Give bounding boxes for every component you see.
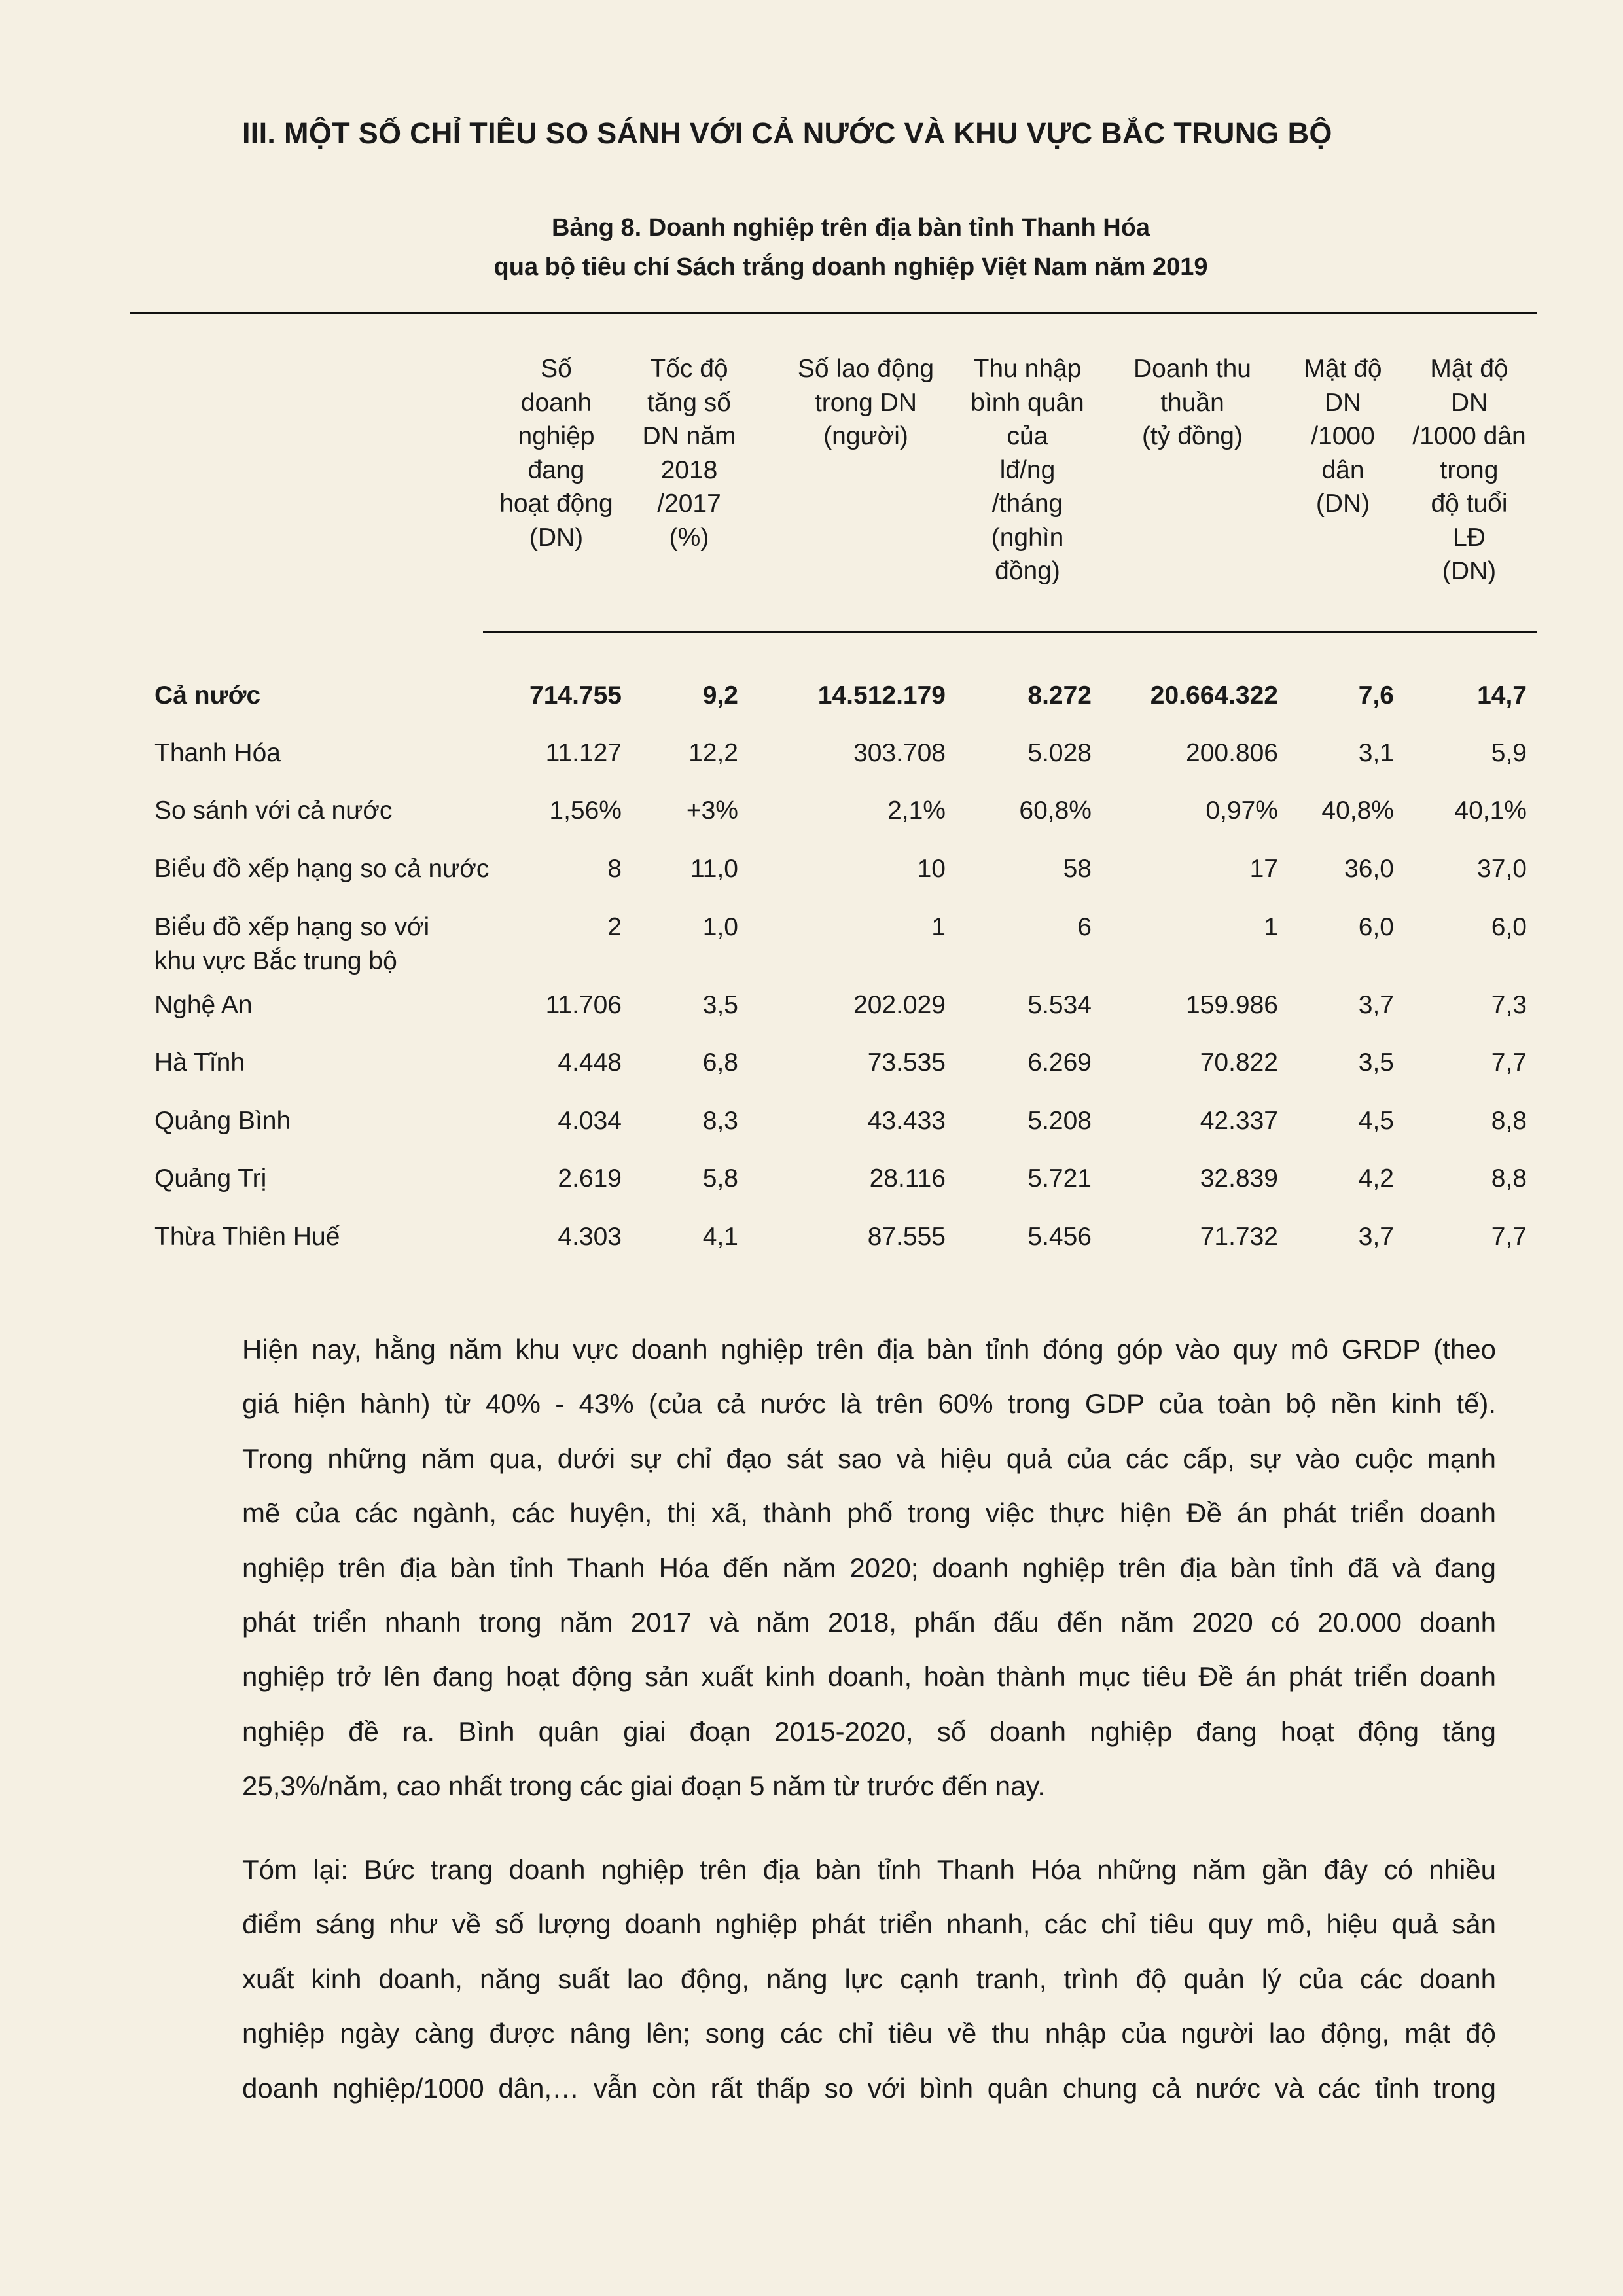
column-header: [1384, 352, 1554, 588]
table-caption-line-2: qua bộ tiêu chí Sách trắng doanh nghiệp Việt Nam năm 2019: [493, 253, 1208, 281]
table-cell: 6,0: [1491, 913, 1527, 941]
paragraph-line: xuất kinh doanh, năng suất lao động, năng lực cạnh tranh, trình độ quản lý của các doanh: [242, 1963, 1496, 1994]
column-header-line: LĐ: [1453, 523, 1486, 552]
table-cell: 58: [1063, 855, 1092, 883]
table-cell: 5,9: [1491, 739, 1527, 767]
column-header-line: của: [1007, 422, 1048, 450]
paragraph-line: nghiệp đề ra. Bình quân giai đoạn 2015-2020, số doanh nghiệp đang hoạt động tăng: [242, 1715, 1496, 1747]
table-cell: 2.619: [558, 1164, 622, 1193]
table-cell: 4.448: [558, 1049, 622, 1077]
row-label-line: Biểu đồ xếp hạng so cả nước: [154, 855, 490, 883]
row-label-line: Thanh Hóa: [154, 739, 281, 767]
table-top-rule: [130, 312, 1537, 314]
column-header-line: DN năm: [642, 422, 736, 450]
table-cell: 5.028: [1027, 739, 1092, 767]
table-cell: 1,0: [702, 913, 738, 941]
table-cell: 6,0: [1358, 913, 1394, 941]
paragraph-line: phát triển nhanh trong năm 2017 và năm 2018, phấn đấu đến năm 2020 có 20.000 doanh: [242, 1607, 1496, 1638]
row-label-line: Cả nước: [154, 681, 261, 709]
table-cell: 200.806: [1186, 739, 1278, 767]
row-label: [154, 794, 392, 828]
paragraph-line: mẽ của các ngành, các huyện, thị xã, thành phố trong việc thực hiện Đề án phát triển doanh: [242, 1498, 1496, 1529]
table-cell: 7,6: [1358, 681, 1394, 709]
paragraph-line: doanh nghiệp/1000 dân,… vẫn còn rất thấp so với bình quân chung cả nước và các tỉnh trong: [242, 2072, 1496, 2104]
column-header-line: dân: [1321, 456, 1364, 484]
row-label: [154, 1104, 291, 1138]
table-caption: [0, 208, 1623, 287]
table-cell: 32.839: [1200, 1164, 1278, 1193]
row-label-line: Quảng Bình: [154, 1107, 291, 1135]
column-header-line: Số lao động: [797, 355, 935, 383]
table-cell: 3,1: [1358, 739, 1394, 767]
row-label: [154, 1220, 340, 1254]
table-cell: 5.208: [1027, 1107, 1092, 1135]
column-header-line: Doanh thu: [1133, 355, 1251, 383]
table-cell: 14.512.179: [817, 681, 946, 709]
table-cell: 2: [607, 913, 622, 941]
table-cell: 3,5: [702, 991, 738, 1019]
table-cell: 8,8: [1491, 1107, 1527, 1135]
table-cell: 8,3: [702, 1107, 738, 1135]
table-cell: 8.272: [1027, 681, 1092, 709]
column-header: [781, 352, 951, 454]
table-cell: 3,5: [1358, 1049, 1394, 1077]
column-header-line: Tốc độ: [650, 355, 728, 383]
table-cell: 7,7: [1491, 1049, 1527, 1077]
column-header-line: trong DN: [814, 388, 918, 417]
column-header-line: Mật độ: [1304, 355, 1382, 383]
column-header-line: (người): [823, 422, 908, 450]
paragraph-line: giá hiện hành) từ 40% - 43% (của cả nước là trên 60% trong GDP của toàn bộ nền kinh tế).: [242, 1388, 1496, 1420]
table-cell: 4,1: [702, 1223, 738, 1251]
table-cell: +3%: [686, 797, 738, 825]
row-label: [154, 736, 281, 770]
table-cell: 8: [607, 855, 622, 883]
table-cell: 6.269: [1027, 1049, 1092, 1077]
column-header-line: lđ/ng: [999, 456, 1056, 484]
table-cell: 11,0: [690, 855, 738, 883]
section-title: III. MỘT SỐ CHỈ TIÊU SO SÁNH VỚI CẢ NƯỚC VÀ KHU VỰC BẮC TRUNG BỘ: [242, 117, 1332, 150]
column-header-line: (DN): [529, 523, 584, 552]
table-cell: 5,8: [702, 1164, 738, 1193]
table-cell: 3,7: [1358, 991, 1394, 1019]
column-header-line: (DN): [1442, 557, 1497, 585]
paragraph-line: nghiệp ngày càng được nâng lên; song các chỉ tiêu về thu nhập của người lao động, mật độ: [242, 2018, 1496, 2049]
row-label: [154, 1162, 266, 1196]
column-header-line: /1000 dân: [1412, 422, 1526, 450]
table-cell: 1: [931, 913, 946, 941]
table-cell: 3,7: [1358, 1223, 1394, 1251]
row-label-line: Hà Tĩnh: [154, 1049, 245, 1077]
table-cell: 28.116: [869, 1164, 946, 1193]
column-header-line: /tháng: [991, 490, 1063, 518]
table-cell: 9,2: [702, 681, 738, 709]
paragraph-line: Tóm lại: Bức trang doanh nghiệp trên địa bàn tỉnh Thanh Hóa những năm gần đây có nhiều: [242, 1854, 1496, 1885]
table-cell: 4.034: [558, 1107, 622, 1135]
column-header: [604, 352, 774, 554]
row-label: [154, 910, 429, 978]
row-label-line: Nghệ An: [154, 991, 253, 1019]
table-cell: 10: [917, 855, 946, 883]
column-header-line: 2018: [660, 456, 718, 484]
row-label-line: Biểu đồ xếp hạng so với: [154, 913, 430, 941]
paragraph-line: Hiện nay, hằng năm khu vực doanh nghiệp trên địa bàn tỉnh đóng góp vào quy mô GRDP (theo: [242, 1334, 1496, 1365]
paragraph-line: 25,3%/năm, cao nhất trong các giai đoạn 5 năm từ trước đến nay.: [242, 1770, 1046, 1802]
paragraph-line: điểm sáng như về số lượng doanh nghiệp phát triển nhanh, các chỉ tiêu quy mô, hiệu quả sản: [242, 1909, 1496, 1940]
table-cell: 71.732: [1200, 1223, 1278, 1251]
table-cell: 4.303: [558, 1223, 622, 1251]
column-header-line: DN: [1324, 388, 1362, 417]
table-cell: 36,0: [1344, 855, 1394, 883]
column-header-line: /1000: [1311, 422, 1375, 450]
table-cell: 17: [1249, 855, 1278, 883]
table-cell: 40,1%: [1454, 797, 1527, 825]
table-cell: 20.664.322: [1150, 681, 1278, 709]
table-cell: 14,7: [1477, 681, 1527, 709]
table-cell: 5.721: [1027, 1164, 1092, 1193]
column-header-line: bình quân: [971, 388, 1084, 417]
row-label-line: khu vực Bắc trung bộ: [154, 947, 397, 975]
table-cell: 7,3: [1491, 991, 1527, 1019]
paragraph: [242, 1842, 1496, 2115]
table-cell: 6: [1077, 913, 1092, 941]
table-cell: 0,97%: [1205, 797, 1278, 825]
table-cell: 1: [1264, 913, 1278, 941]
column-header: [1107, 352, 1277, 454]
table-cell: 4,2: [1358, 1164, 1394, 1193]
table-cell: 4,5: [1358, 1107, 1394, 1135]
column-header-line: Mật độ: [1430, 355, 1508, 383]
table-cell: 70.822: [1200, 1049, 1278, 1077]
table-cell: 60,8%: [1019, 797, 1092, 825]
column-header-line: DN: [1450, 388, 1488, 417]
table-cell: 303.708: [853, 739, 946, 767]
table-cell: 11.706: [545, 991, 622, 1019]
table-cell: 5.456: [1027, 1223, 1092, 1251]
column-header-line: thuần: [1160, 388, 1224, 417]
table-cell: 42.337: [1200, 1107, 1278, 1135]
column-header-line: độ tuổi: [1431, 490, 1508, 518]
column-header-line: đang: [527, 456, 585, 484]
paragraph-line: Trong những năm qua, dưới sự chỉ đạo sát sao và hiệu quả của các cấp, sự vào cuộc mạnh: [242, 1443, 1496, 1474]
column-header-line: (DN): [1315, 490, 1370, 518]
paragraph-line: nghiệp trên địa bàn tỉnh Thanh Hóa đến năm 2020; doanh nghiệp trên địa bàn tỉnh đã và đang: [242, 1552, 1496, 1583]
table-cell: 12,2: [688, 739, 738, 767]
table-cell: 5.534: [1027, 991, 1092, 1019]
row-label: [154, 679, 260, 713]
column-header-line: (%): [669, 523, 709, 552]
table-cell: 159.986: [1186, 991, 1278, 1019]
table-cell: 73.535: [867, 1049, 946, 1077]
table-cell: 1,56%: [549, 797, 622, 825]
paragraph-line: nghiệp trở lên đang hoạt động sản xuất kinh doanh, hoàn thành mục tiêu Đề án phát triển doanh: [242, 1661, 1496, 1693]
column-header-line: (nghìn: [991, 523, 1064, 552]
column-header-line: Số: [541, 355, 572, 383]
column-header-line: trong: [1440, 456, 1499, 484]
row-label-line: So sánh với cả nước: [154, 797, 393, 825]
table-cell: 202.029: [853, 991, 946, 1019]
table-cell: 43.433: [867, 1107, 946, 1135]
row-label-line: Thừa Thiên Huế: [154, 1223, 340, 1251]
column-header-line: hoạt động: [499, 490, 613, 518]
table-cell: 87.555: [867, 1223, 946, 1251]
table-cell: 7,7: [1491, 1223, 1527, 1251]
table-cell: 2,1%: [887, 797, 946, 825]
table-cell: 8,8: [1491, 1164, 1527, 1193]
table-caption-line-1: Bảng 8. Doanh nghiệp trên địa bàn tỉnh Thanh Hóa: [551, 214, 1150, 242]
column-header-line: nghiệp: [518, 422, 595, 450]
table-cell: 11.127: [545, 739, 622, 767]
table-cell: 714.755: [529, 681, 622, 709]
row-label: [154, 988, 253, 1022]
row-label-line: Quảng Trị: [154, 1164, 267, 1193]
column-header-line: đồng): [995, 557, 1060, 585]
column-header-line: /2017: [657, 490, 721, 518]
table-cell: 37,0: [1477, 855, 1527, 883]
table-header-rule: [483, 631, 1537, 633]
column-header-line: (tỷ đồng): [1142, 422, 1243, 450]
paragraph: [242, 1322, 1496, 1814]
row-label: [154, 1046, 245, 1080]
table-cell: 40,8%: [1321, 797, 1394, 825]
column-header: [942, 352, 1113, 588]
column-header-line: tăng số: [647, 388, 731, 417]
column-header-line: Thu nhập: [973, 355, 1082, 383]
column-header-line: doanh: [520, 388, 592, 417]
table-cell: 6,8: [702, 1049, 738, 1077]
